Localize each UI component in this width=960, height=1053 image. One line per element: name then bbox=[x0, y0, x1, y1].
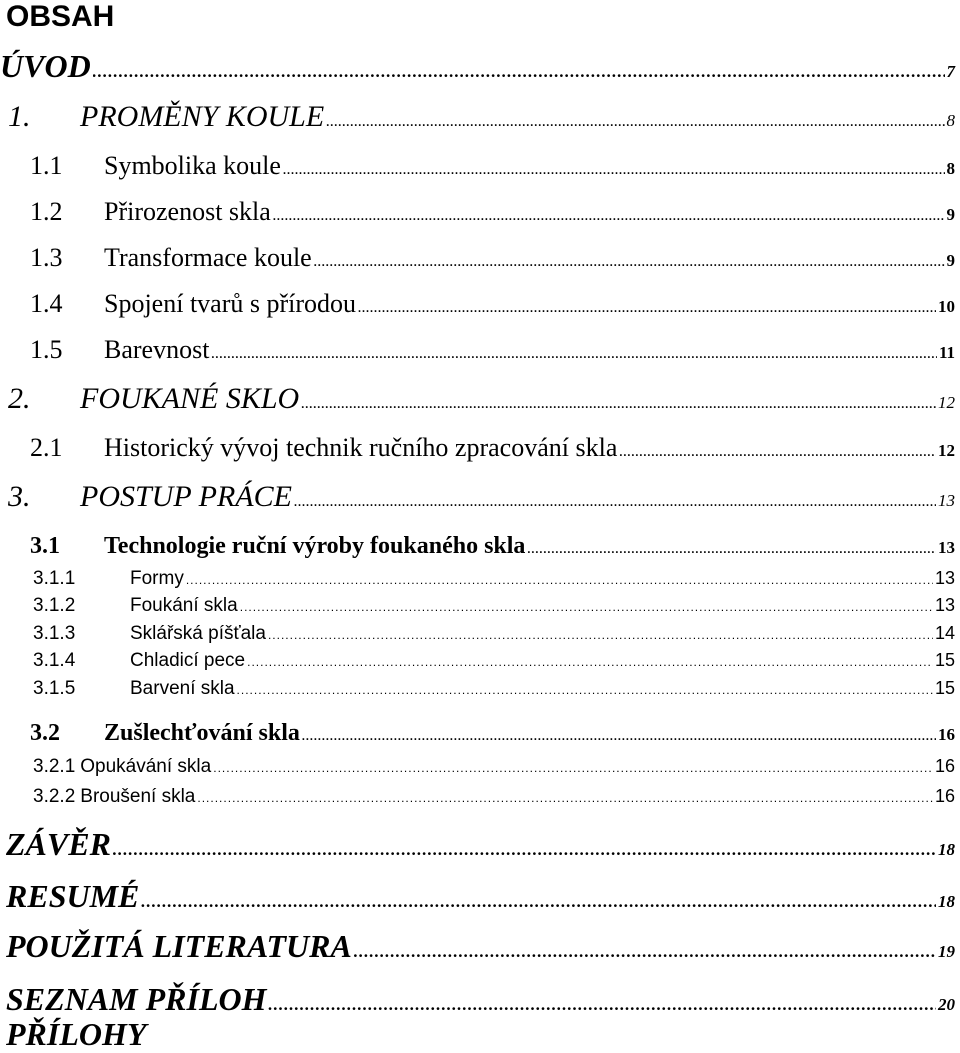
leader-dots bbox=[358, 302, 936, 314]
toc-entry-chapter-1[interactable] bbox=[0, 100, 955, 134]
toc-entry-number: 1.3 bbox=[30, 243, 63, 272]
toc-entry-text: ZÁVĚR bbox=[6, 826, 111, 862]
leader-dots bbox=[211, 348, 937, 360]
leader-dots bbox=[113, 841, 936, 858]
toc-entry-uvod[interactable] bbox=[0, 48, 955, 85]
toc-entry-text: RESUMÉ bbox=[6, 878, 140, 914]
leader-dots bbox=[213, 762, 933, 774]
toc-entry-number: 3.1.1 bbox=[33, 568, 76, 589]
toc-entry-subsection-3-1-4[interactable] bbox=[0, 650, 955, 672]
leader-dots bbox=[314, 256, 945, 268]
toc-entry-number: 3.1 bbox=[30, 533, 60, 559]
toc-entry-text: Transformace koule bbox=[104, 243, 312, 272]
toc-entry-text: POSTUP PRÁCE bbox=[80, 480, 292, 513]
toc-entry-chapter-2[interactable] bbox=[0, 382, 955, 416]
toc-entry-section-3-1[interactable] bbox=[0, 533, 955, 560]
toc-entry-page: 13 bbox=[938, 491, 955, 510]
toc-entry-page: 12 bbox=[938, 441, 955, 460]
toc-entry-number: 2. bbox=[8, 382, 31, 415]
toc-entry-page: 16 bbox=[934, 756, 955, 776]
toc-entry-page: 15 bbox=[934, 650, 955, 670]
toc-entry-text: Broušení skla bbox=[80, 786, 196, 807]
toc-entry-section-2-1[interactable] bbox=[0, 433, 955, 463]
leader-dots bbox=[354, 943, 936, 960]
toc-entry-text: Formy bbox=[130, 568, 184, 589]
toc-entry-page: 13 bbox=[938, 538, 955, 557]
toc-entry-text: FOUKANÉ SKLO bbox=[80, 382, 300, 415]
leader-dots bbox=[93, 63, 945, 80]
toc-entry-section-1-4[interactable] bbox=[0, 289, 955, 319]
toc-entry-text: Barvení skla bbox=[130, 678, 235, 699]
toc-entry-page: 8 bbox=[946, 159, 955, 178]
leader-dots bbox=[326, 116, 944, 128]
toc-entry-page: 19 bbox=[938, 942, 955, 961]
toc-entry-text: Barevnost bbox=[104, 335, 210, 364]
toc-entry-number: 3.1.4 bbox=[33, 650, 76, 671]
leader-dots bbox=[273, 210, 945, 222]
toc-entry-number: 2.1 bbox=[30, 433, 63, 462]
toc-entry-number: 3.2.2 bbox=[33, 786, 76, 807]
toc-entry-page: 18 bbox=[938, 892, 955, 911]
toc-entry-page: 10 bbox=[938, 297, 955, 316]
leader-dots bbox=[247, 656, 933, 668]
toc-entry-text: Spojení tvarů s přírodou bbox=[104, 289, 357, 318]
toc-entry-number: 1.2 bbox=[30, 197, 63, 226]
toc-entry-section-1-3[interactable] bbox=[0, 243, 955, 273]
toc-title: OBSAH bbox=[6, 0, 115, 33]
toc-entry-page: 14 bbox=[934, 623, 955, 643]
toc-entry-text: Opukávání skla bbox=[80, 756, 212, 777]
toc-entry-text: SEZNAM PŘÍLOH bbox=[6, 981, 267, 1017]
toc-entry-number: 3.2 bbox=[30, 720, 60, 746]
toc-entry-zaver[interactable] bbox=[0, 826, 955, 863]
toc-entry-seznam-priloh[interactable] bbox=[0, 981, 955, 1018]
leader-dots bbox=[197, 792, 933, 804]
toc-entry-page: 9 bbox=[946, 205, 955, 224]
toc-entry-text: PROMĚNY KOULE bbox=[80, 100, 325, 133]
toc-entry-text: PŘÍLOHY bbox=[6, 1016, 147, 1052]
leader-dots bbox=[301, 398, 936, 410]
toc-entry-resume[interactable] bbox=[0, 878, 955, 915]
leader-dots bbox=[527, 543, 936, 555]
toc-entry-number: 3.1.2 bbox=[33, 595, 76, 616]
toc-entry-section-3-2[interactable] bbox=[0, 720, 955, 747]
leader-dots bbox=[283, 164, 945, 176]
toc-entry-subsection-3-1-2[interactable] bbox=[0, 595, 955, 617]
toc-entry-subsection-3-1-5[interactable] bbox=[0, 678, 955, 700]
toc-entry-text: POUŽITÁ LITERATURA bbox=[6, 928, 352, 964]
toc-entry-text: Chladicí pece bbox=[130, 650, 246, 671]
toc-entry-subsection-3-2-2[interactable] bbox=[0, 786, 955, 808]
toc-entry-page: 9 bbox=[946, 251, 955, 270]
toc-entry-page: 16 bbox=[938, 725, 955, 744]
toc-entry-page: 15 bbox=[934, 678, 955, 698]
toc-entry-number: 1.5 bbox=[30, 335, 63, 364]
toc-entry-page: 11 bbox=[938, 343, 955, 362]
leader-dots bbox=[186, 574, 933, 586]
leader-dots bbox=[294, 496, 936, 508]
toc-entry-page: 18 bbox=[938, 840, 955, 859]
toc-entry-text: Symbolika koule bbox=[104, 151, 281, 180]
toc-entry-section-1-2[interactable] bbox=[0, 197, 955, 227]
toc-entry-number: 3. bbox=[8, 480, 31, 513]
leader-dots bbox=[237, 684, 933, 696]
leader-dots bbox=[240, 601, 933, 613]
toc-entry-text: Zušlechťování skla bbox=[104, 720, 300, 746]
toc-entry-text: Sklářská píšťala bbox=[130, 623, 266, 644]
leader-dots bbox=[619, 446, 936, 458]
toc-entry-section-1-1[interactable] bbox=[0, 151, 955, 181]
toc-entry-prilohy[interactable] bbox=[0, 1016, 146, 1053]
toc-entry-page: 16 bbox=[934, 786, 955, 806]
toc-entry-chapter-3[interactable] bbox=[0, 480, 955, 514]
toc-entry-text: Technologie ruční výroby foukaného skla bbox=[104, 533, 526, 559]
toc-entry-text: Historický vývoj technik ručního zpracování skla bbox=[104, 433, 618, 462]
toc-entry-subsection-3-1-1[interactable] bbox=[0, 568, 955, 590]
toc-entry-text: ÚVOD bbox=[0, 48, 91, 84]
toc-entry-number: 3.2.1 bbox=[33, 756, 76, 777]
toc-entry-page: 13 bbox=[934, 568, 955, 588]
toc-entry-subsection-3-2-1[interactable] bbox=[0, 756, 955, 778]
toc-entry-section-1-5[interactable] bbox=[0, 335, 955, 365]
toc-entry-text: Přirozenost skla bbox=[104, 197, 271, 226]
toc-entry-number: 3.1.5 bbox=[33, 678, 76, 699]
toc-entry-text: Foukání skla bbox=[130, 595, 238, 616]
leader-dots bbox=[268, 629, 933, 641]
toc-entry-literatura[interactable] bbox=[0, 928, 955, 965]
leader-dots bbox=[141, 893, 936, 910]
toc-entry-subsection-3-1-3[interactable] bbox=[0, 623, 955, 645]
toc-entry-page: 12 bbox=[938, 393, 955, 412]
leader-dots bbox=[302, 730, 936, 742]
toc-entry-page: 20 bbox=[938, 995, 955, 1014]
toc-entry-number: 3.1.3 bbox=[33, 623, 76, 644]
toc-entry-page: 7 bbox=[946, 62, 955, 81]
toc-entry-number: 1.1 bbox=[30, 151, 63, 180]
toc-entry-number: 1. bbox=[8, 100, 31, 133]
toc-entry-page: 13 bbox=[934, 595, 955, 615]
toc-entry-number: 1.4 bbox=[30, 289, 63, 318]
toc-entry-page: 8 bbox=[946, 111, 955, 130]
leader-dots bbox=[268, 996, 936, 1013]
